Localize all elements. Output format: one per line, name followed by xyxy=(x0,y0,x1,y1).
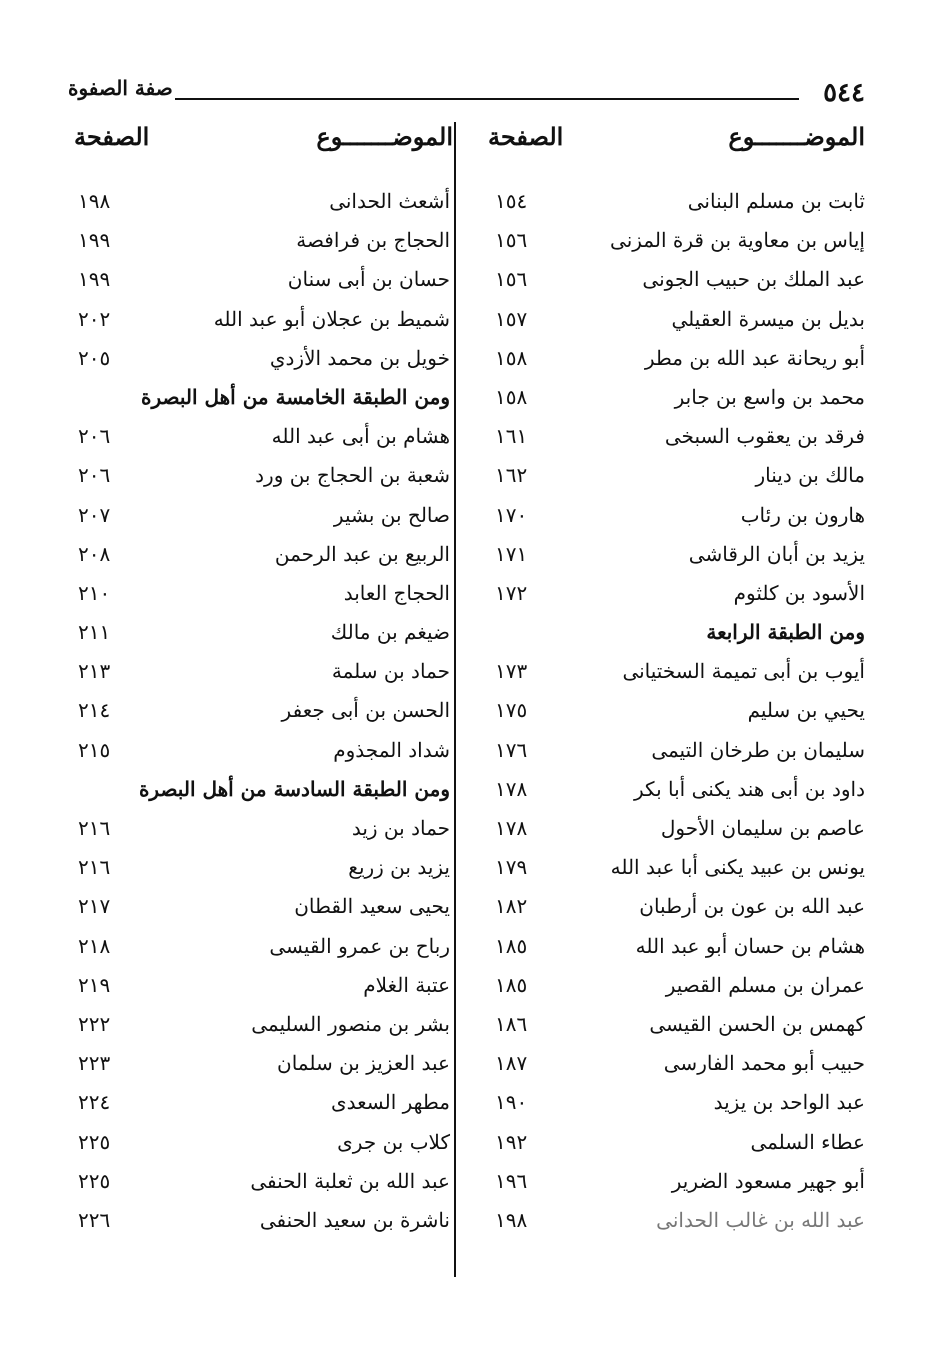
page-header xyxy=(0,70,949,110)
entry-page: ١٧١ xyxy=(495,541,528,566)
entry-topic: عمران بن مسلم القصير xyxy=(665,972,865,997)
entry-page: ١٨٧ xyxy=(495,1051,528,1076)
entry-topic: عبد الله بن عون بن أرطبان xyxy=(639,894,865,919)
entry-topic: ضيغم بن مالك xyxy=(330,620,450,645)
page-number: ٥٤٤ xyxy=(823,78,865,108)
right-entries xyxy=(475,182,875,1240)
index-row xyxy=(60,652,460,691)
index-row xyxy=(475,1044,875,1083)
index-row xyxy=(475,339,875,378)
entry-topic: عبد الله بن غالب الحدانى xyxy=(656,1207,865,1232)
index-row xyxy=(60,300,460,339)
entry-topic: يزيد بن زريع xyxy=(348,855,450,880)
left-topic-heading: الموضـــــــوع xyxy=(316,122,453,151)
entry-topic: ومن الطبقة الخامسة من أهل البصرة xyxy=(140,384,450,409)
right-topic-heading: الموضـــــــوع xyxy=(728,122,865,151)
index-row xyxy=(60,417,460,456)
index-row xyxy=(60,182,460,221)
index-row xyxy=(60,260,460,299)
index-row xyxy=(60,848,460,887)
entry-page: ١٩٩ xyxy=(78,228,111,253)
entry-topic: سليمان بن طرخان التيمى xyxy=(651,737,865,762)
index-row xyxy=(475,378,875,417)
entry-page: ٢١٥ xyxy=(78,737,111,762)
entry-page: ١٨٢ xyxy=(495,894,528,919)
entry-page: ١٥٦ xyxy=(495,228,528,253)
entry-page: ١٧٦ xyxy=(495,737,528,762)
entry-topic: صالح بن بشير xyxy=(333,502,450,527)
entry-topic: شداد المجذوم xyxy=(333,737,450,762)
entry-page: ٢٠٨ xyxy=(78,541,111,566)
entry-page: ٢٠٢ xyxy=(78,306,111,331)
entry-topic: حسان بن أبى سنان xyxy=(287,267,450,292)
entry-topic: يزيد بن أبان الرقاشى xyxy=(688,541,865,566)
entry-topic: أشعث الحدانى xyxy=(329,189,450,213)
index-row xyxy=(60,221,460,260)
index-row xyxy=(475,927,875,966)
entry-page: ١٩٦ xyxy=(495,1168,528,1193)
entry-page: ٢١٣ xyxy=(78,659,111,684)
entry-topic: الأسود بن كلثوم xyxy=(733,580,865,605)
entry-topic: عبد الله بن ثعلبة الحنفى xyxy=(250,1168,450,1193)
entry-topic: يونس بن عبيد يكنى أبا عبد الله xyxy=(610,855,865,880)
entry-page: ٢٢٥ xyxy=(78,1168,111,1193)
index-row xyxy=(475,417,875,456)
index-row xyxy=(475,887,875,926)
entry-page: ٢٢٢ xyxy=(78,1011,111,1036)
index-row xyxy=(60,927,460,966)
index-row xyxy=(475,456,875,495)
index-row xyxy=(60,731,460,770)
section-heading xyxy=(60,378,460,417)
entry-page: ٢٠٥ xyxy=(78,345,111,370)
entry-page: ٢١٤ xyxy=(78,698,111,723)
entry-page: ٢١٦ xyxy=(78,816,111,840)
index-row xyxy=(475,221,875,260)
index-row xyxy=(60,1044,460,1083)
entry-topic: الحجاج بن فرافصة xyxy=(296,228,450,253)
entry-topic: عبد الملك بن حبيب الجونى xyxy=(642,267,865,292)
entry-page: ١٩٩ xyxy=(78,267,111,292)
entry-topic: عبد الواحد بن يزيد xyxy=(713,1090,865,1115)
entry-page: ٢١٦ xyxy=(78,855,111,880)
entry-topic: أبو ريحانة عبد الله بن مطر xyxy=(644,345,865,370)
entry-topic: شعبة بن الحجاج بن ورد xyxy=(255,463,450,488)
entry-topic: مالك بن دينار xyxy=(755,463,865,488)
entry-topic: شميط بن عجلان أبو عبد الله xyxy=(213,306,450,331)
entry-page: ١٩٨ xyxy=(495,1207,528,1232)
entry-page: ٢١٧ xyxy=(78,894,111,919)
entry-page: ١٦١ xyxy=(495,424,528,449)
index-row xyxy=(60,535,460,574)
entry-page: ٢٠٦ xyxy=(78,463,111,488)
index-row xyxy=(60,339,460,378)
section-heading xyxy=(60,770,460,809)
entry-topic: يحيي بن سليم xyxy=(747,698,865,723)
entry-page: ١٧٩ xyxy=(495,855,528,880)
index-row xyxy=(60,613,460,652)
index-row xyxy=(475,1201,875,1240)
left-entries xyxy=(60,182,460,1240)
entry-topic: فرقد بن يعقوب السبخى xyxy=(664,424,865,449)
entry-page: ١٥٨ xyxy=(495,384,528,409)
index-row xyxy=(475,770,875,809)
entry-topic: ثابت بن مسلم البنانى xyxy=(687,189,865,213)
index-row xyxy=(475,1162,875,1201)
index-row xyxy=(60,966,460,1005)
entry-topic: الحجاج العابد xyxy=(343,580,450,605)
index-row xyxy=(60,574,460,613)
index-row xyxy=(60,691,460,730)
entry-page: ١٧٨ xyxy=(495,776,528,801)
entry-page: ١٨٥ xyxy=(495,972,528,997)
entry-topic: حماد بن سلمة xyxy=(331,659,450,684)
entry-topic: حماد بن زيد xyxy=(351,816,450,840)
entry-page: ١٧٢ xyxy=(495,580,528,605)
index-row xyxy=(475,809,875,848)
index-row xyxy=(475,1123,875,1162)
entry-topic: داود بن أبى هند يكنى أبا بكر xyxy=(633,776,865,801)
entry-page: ١٩٨ xyxy=(78,189,111,213)
entry-topic: ومن الطبقة الرابعة xyxy=(706,620,865,645)
entry-topic: رباح بن عمرو القيسى xyxy=(269,933,450,958)
entry-topic: هشام بن حسان أبو عبد الله xyxy=(635,933,865,958)
index-row xyxy=(60,456,460,495)
entry-topic: حبيب أبو محمد الفارسى xyxy=(663,1051,865,1076)
entry-page: ٢١٨ xyxy=(78,933,111,958)
entry-page: ١٩٠ xyxy=(495,1090,528,1115)
entry-topic: محمد بن واسع بن جابر xyxy=(674,384,865,409)
index-row xyxy=(60,496,460,535)
index-row xyxy=(475,496,875,535)
index-row xyxy=(475,535,875,574)
index-row xyxy=(475,574,875,613)
entry-page: ١٩٢ xyxy=(495,1129,528,1154)
entry-page: ١٨٦ xyxy=(495,1011,528,1036)
left-page-heading: الصفحة xyxy=(74,122,150,151)
entry-page: ١٥٦ xyxy=(495,267,528,292)
index-row xyxy=(475,691,875,730)
entry-topic: هارون بن رئاب xyxy=(740,502,865,527)
entry-topic: عتبة الغلام xyxy=(363,972,450,997)
entry-page: ١٥٨ xyxy=(495,345,528,370)
entry-page: ٢٠٦ xyxy=(78,424,111,449)
entry-page: ٢٠٧ xyxy=(78,502,111,527)
entry-topic: يحيى سعيد القطان xyxy=(294,894,450,919)
entry-page: ٢١٠ xyxy=(78,580,111,605)
index-row xyxy=(475,731,875,770)
entry-topic: هشام بن أبى عبد الله xyxy=(271,424,450,449)
entry-page: ٢١١ xyxy=(78,620,111,645)
index-row xyxy=(475,1005,875,1044)
section-heading xyxy=(475,613,875,652)
entry-topic: عاصم بن سليمان الأحول xyxy=(660,816,865,840)
entry-topic: كهمس بن الحسن القيسى xyxy=(649,1011,865,1036)
index-row xyxy=(60,1005,460,1044)
entry-page: ٢٢٦ xyxy=(78,1207,111,1232)
entry-page: ١٧٣ xyxy=(495,659,528,684)
entry-topic: أبو جهير مسعود الضرير xyxy=(671,1168,865,1193)
entry-page: ١٧٠ xyxy=(495,502,528,527)
entry-page: ١٥٤ xyxy=(495,189,528,213)
entry-topic: ناشرة بن سعيد الحنفى xyxy=(259,1207,450,1232)
index-row xyxy=(60,1162,460,1201)
index-row xyxy=(60,1083,460,1122)
entry-page: ١٧٨ xyxy=(495,816,528,840)
entry-page: ١٧٥ xyxy=(495,698,528,723)
index-row xyxy=(60,1201,460,1240)
entry-topic: خويل بن محمد الأزدي xyxy=(269,345,450,370)
entry-topic: مطهر السعدى xyxy=(330,1090,450,1115)
entry-page: ١٦٢ xyxy=(495,463,528,488)
entry-topic: الربيع بن عبد الرحمن xyxy=(274,541,450,566)
index-row xyxy=(475,182,875,221)
index-row xyxy=(60,809,460,848)
right-page-heading: الصفحة xyxy=(488,122,564,151)
entry-topic: ومن الطبقة السادسة من أهل البصرة xyxy=(138,776,450,801)
index-row xyxy=(475,652,875,691)
book-title: صفة الصفوة xyxy=(68,76,173,100)
index-row xyxy=(475,848,875,887)
entry-topic: بديل بن ميسرة العقيلي xyxy=(671,306,865,331)
entry-topic: إياس بن معاوية بن قرة المزنى xyxy=(610,228,865,253)
entry-topic: بشر بن منصور السليمى xyxy=(251,1011,450,1036)
index-row xyxy=(60,887,460,926)
entry-page: ٢٢٥ xyxy=(78,1129,111,1154)
index-row xyxy=(475,1083,875,1122)
index-row xyxy=(475,260,875,299)
entry-page: ٢٢٣ xyxy=(78,1051,111,1076)
entry-page: ١٨٥ xyxy=(495,933,528,958)
index-row xyxy=(60,1123,460,1162)
entry-page: ١٥٧ xyxy=(495,306,528,331)
entry-page: ٢١٩ xyxy=(78,972,111,997)
entry-topic: عبد العزيز بن سلمان xyxy=(277,1051,450,1076)
entry-topic: أيوب بن أبى تميمة السختيانى xyxy=(622,659,865,684)
header-rule xyxy=(175,98,799,100)
index-row xyxy=(475,300,875,339)
entry-topic: كلاب بن جرى xyxy=(337,1129,450,1154)
entry-page: ٢٢٤ xyxy=(78,1090,111,1115)
entry-topic: الحسن بن أبى جعفر xyxy=(281,698,450,723)
index-row xyxy=(475,966,875,1005)
entry-topic: عطاء السلمى xyxy=(750,1129,865,1154)
